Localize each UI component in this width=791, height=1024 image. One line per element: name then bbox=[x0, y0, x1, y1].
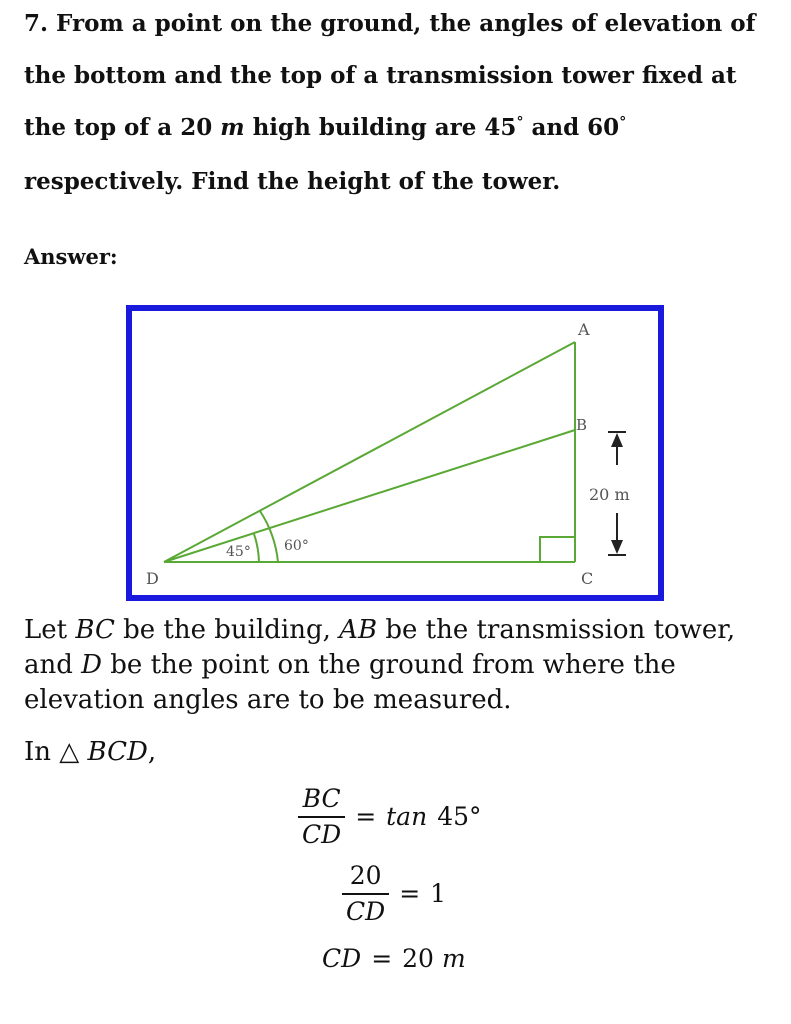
figure-border bbox=[129, 308, 661, 598]
in-comma: , bbox=[147, 737, 157, 767]
equation-3 bbox=[322, 944, 466, 973]
question-text-2: the bottom and the top of a transmission tower fixed at bbox=[24, 62, 737, 89]
label-point-b: B bbox=[576, 416, 588, 434]
equation-1 bbox=[298, 784, 482, 850]
triangle-figure bbox=[126, 305, 664, 601]
explanation-text-3: be the transmission tower, and bbox=[24, 615, 736, 680]
question-text-3a: the top of a 20 bbox=[24, 114, 213, 141]
label-point-c: C bbox=[581, 569, 594, 588]
label-height: 20 m bbox=[589, 485, 630, 504]
question-line-2 bbox=[24, 62, 737, 89]
equation-2-rhs: 1 bbox=[430, 879, 447, 909]
question-text-3c: and 60 bbox=[531, 114, 620, 141]
var-d: D bbox=[81, 650, 103, 680]
triangle-name: BCD bbox=[87, 737, 148, 767]
fraction-bc-cd bbox=[298, 784, 345, 850]
equation-3-value: 20 bbox=[402, 944, 434, 973]
answer-label: Answer: bbox=[24, 244, 118, 269]
var-ab: AB bbox=[339, 615, 378, 645]
in-text: In △ bbox=[24, 737, 88, 767]
label-angle-45: 45° bbox=[226, 544, 251, 560]
equation-3-unit: m bbox=[441, 944, 466, 973]
fraction-2-numerator: 20 bbox=[349, 861, 382, 890]
equals-2: = bbox=[399, 879, 421, 909]
explanation-text-4: be the point on the ground from where the elevation angles are to be measured. bbox=[24, 650, 676, 715]
question-line-4 bbox=[24, 168, 560, 195]
degree-sign-2: ° bbox=[619, 114, 627, 131]
equation-3-lhs: CD bbox=[322, 944, 362, 973]
figure-svg bbox=[126, 305, 664, 601]
explanation-text-1: Let bbox=[24, 615, 76, 645]
question-number: 7. bbox=[24, 10, 49, 37]
in-triangle-line bbox=[24, 737, 156, 767]
fraction-20-cd bbox=[342, 861, 389, 927]
question-text-1: From a point on the ground, the angles of elevation of bbox=[56, 10, 756, 37]
fraction-1-numerator: BC bbox=[302, 784, 341, 813]
degree-sign-1: ° bbox=[516, 114, 524, 131]
question-line-3 bbox=[24, 114, 626, 141]
question-text-3b: high building are 45 bbox=[252, 114, 517, 141]
question-text-4: respectively. Find the height of the tower. bbox=[24, 168, 561, 195]
equation-2 bbox=[342, 861, 446, 927]
label-point-d: D bbox=[146, 569, 159, 588]
tan-argument: 45° bbox=[437, 802, 482, 832]
question-unit-m: m bbox=[220, 114, 245, 141]
fraction-1-denominator: CD bbox=[302, 819, 342, 849]
fraction-2-denominator: CD bbox=[346, 896, 386, 926]
question-line-1 bbox=[24, 10, 756, 37]
var-bc: BC bbox=[75, 615, 115, 645]
explanation-text-2: be the building, bbox=[114, 615, 340, 645]
label-point-a: A bbox=[578, 320, 590, 339]
explanation-paragraph bbox=[24, 613, 774, 718]
label-angle-60: 60° bbox=[284, 538, 309, 554]
equals-3: = bbox=[371, 944, 393, 973]
equals-1: = bbox=[355, 802, 377, 832]
tan-function: tan bbox=[386, 802, 428, 832]
